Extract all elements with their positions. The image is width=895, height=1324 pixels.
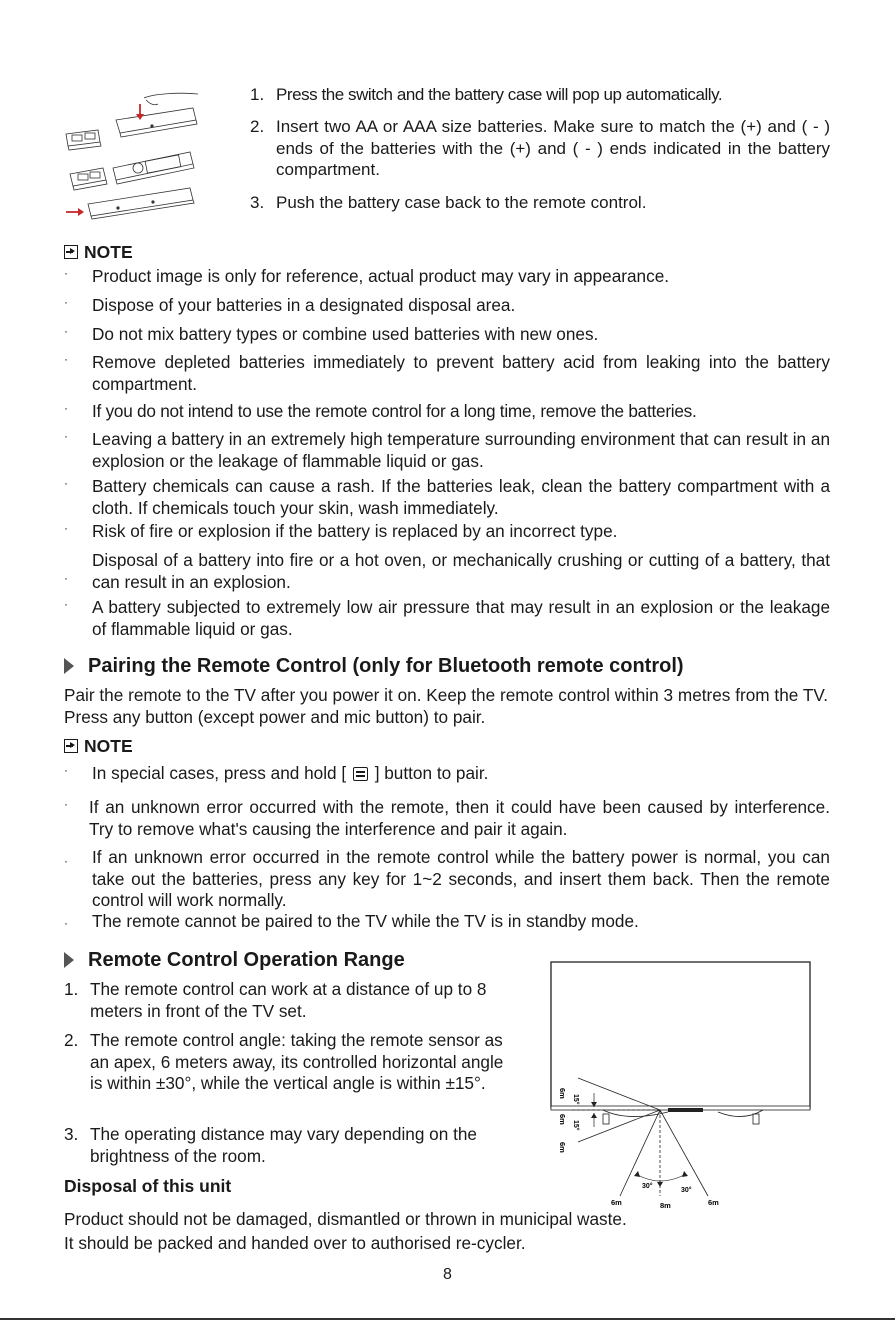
battery-step-3: 3. Push the battery case back to the remote control. [250, 193, 647, 212]
section-arrow-icon [64, 952, 74, 968]
note-arrow-icon [64, 739, 78, 753]
angle-label: 30° [681, 1187, 692, 1194]
note-item: · Do not mix battery types or combine used batteries with new ones. [64, 324, 599, 344]
battery-step-1: 1. Press the switch and the battery case will pop up automatically. [250, 85, 723, 104]
disposal-line-2: It should be packed and handed over to authorised re-cycler. [64, 1233, 526, 1253]
distance-label: 8m [660, 1201, 671, 1210]
angle-label: 15° [572, 1094, 579, 1105]
disposal-line-1: Product should not be damaged, dismantled or thrown in municipal waste. [64, 1209, 627, 1229]
note-item: · Leaving a battery in an extremely high temperature surrounding environment that can result in an explosion or the leakage of flammable liquid or gas. [64, 429, 830, 471]
pairing-note-heading: NOTE [64, 736, 133, 756]
range-heading: Remote Control Operation Range [64, 948, 405, 972]
menu-key-icon [353, 767, 368, 781]
range-item-1: 1. The remote control can work at a distance of up to 8 meters in front of the TV set. [64, 979, 487, 1021]
tv-screen [551, 962, 810, 1108]
note-item: · Disposal of a battery into fire or a hot oven, or mechanically crushing or cutting of a battery, that can result in an explosion. [64, 550, 830, 592]
battery-step-2: 2. Insert two AA or AAA size batteries. Make sure to match the (+) and ( - ) ends of the batteries with the (+) and ( - ) ends indicated in the battery compartment. [250, 117, 830, 179]
remote-battery-illustration [58, 90, 208, 222]
note-item: · A battery subjected to extremely low air pressure that may result in an explosion or the leakage of flammable liquid or gas. [64, 597, 830, 639]
distance-label: 6m [558, 1114, 567, 1125]
page-bottom-rule [0, 1318, 895, 1320]
pairing-note-item: · If an unknown error occurred in the remote control while the battery power is normal, you can take out the batteries, press any key for 1~2 seconds, and insert them back. Then the remote control will work normally. [64, 847, 830, 910]
distance-label: 6m [558, 1142, 567, 1153]
press-arrow-icon [136, 104, 144, 120]
note-heading: NOTE [64, 242, 133, 262]
pairing-note-item: · The remote cannot be paired to the TV while the TV is in standby mode. [64, 911, 639, 931]
disposal-heading: Disposal of this unit [64, 1176, 232, 1196]
distance-label: 6m [708, 1198, 719, 1207]
page-number: 8 [443, 1266, 452, 1283]
tv-range-diagram [548, 960, 818, 1210]
note-item: · Battery chemicals can cause a rash. If the batteries leak, clean the battery compartment with a cloth. If chemicals touch your skin, wash immediately. [64, 476, 830, 518]
distance-label: 6m [611, 1198, 622, 1207]
note-item: · Risk of fire or explosion if the battery is replaced by an incorrect type. [64, 521, 618, 541]
range-item-3: 3. The operating distance may vary depending on the brightness of the room. [64, 1124, 477, 1166]
push-arrow-icon [66, 208, 84, 216]
note-item: · If you do not intend to use the remote control for a long time, remove the batteries. [64, 401, 697, 421]
note-item: · Dispose of your batteries in a designated disposal area. [64, 295, 516, 315]
note-item: · Product image is only for reference, actual product may vary in appearance. [64, 266, 670, 286]
note-item: · Remove depleted batteries immediately to prevent battery acid from leaking into the battery compartment. [64, 352, 830, 394]
distance-label: 6m [558, 1088, 567, 1099]
range-item-2: 2. The remote control angle: taking the remote sensor as an apex, 6 meters away, its controlled horizontal angle is within ±30°, while the vertical angle is within ±15°. [64, 1030, 504, 1093]
section-arrow-icon [64, 658, 74, 674]
pairing-note-item: · In special cases, press and hold [ ] button to pair. [64, 763, 489, 783]
pairing-note-item: · If an unknown error occurred with the remote, then it could have been caused by interference. Try to remove what's causing the interference and pair it again. [64, 797, 830, 839]
note-arrow-icon [64, 245, 78, 259]
angle-label: 30° [642, 1183, 653, 1190]
pairing-text: Pair the remote to the TV after you power it on. Keep the remote control within 3 metres from the TV. Press any button (except power and mic button) to pair. [64, 685, 828, 727]
pairing-heading: Pairing the Remote Control (only for Bluetooth remote control) [64, 654, 684, 678]
angle-label: 15° [572, 1120, 579, 1131]
